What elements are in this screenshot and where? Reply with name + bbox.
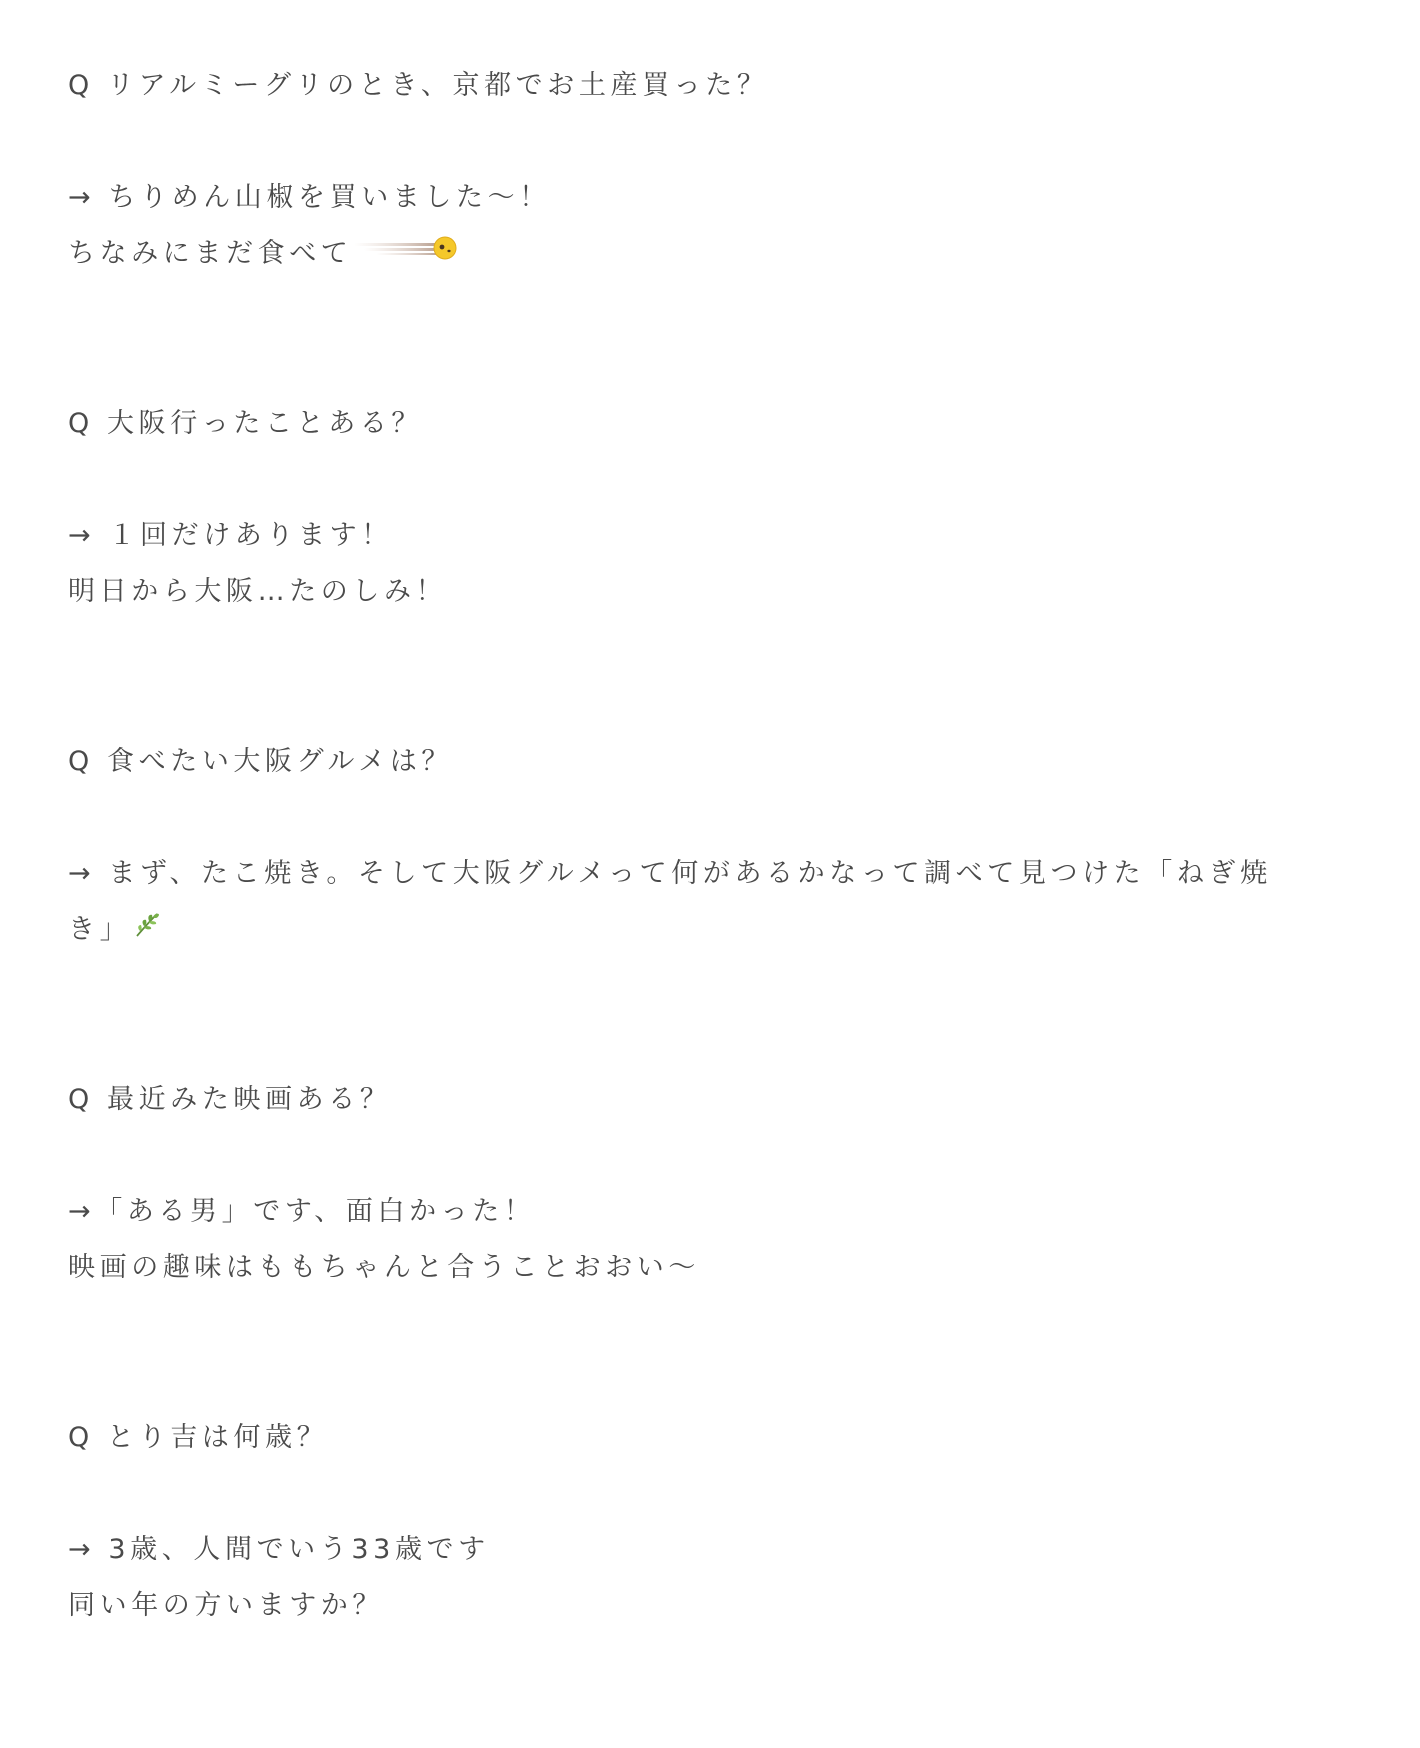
answer-note-text: ちなみにまだ食べて xyxy=(68,238,353,269)
qa-item-souvenir xyxy=(68,58,1368,396)
blank-line xyxy=(68,1466,1368,1522)
blank-line xyxy=(68,114,1368,170)
answer-text: → １回だけあります！ xyxy=(68,520,393,551)
qa-item-osaka-visit xyxy=(68,396,1368,734)
answer-text: → 3歳、人間でいう33歳です xyxy=(68,1534,490,1565)
blog-article-body xyxy=(68,58,1368,1748)
answer-note-line xyxy=(68,902,1368,958)
question-text: Q 最近みた映画ある？ xyxy=(68,1084,392,1115)
qa-item-movie xyxy=(68,1072,1368,1410)
answer-text: → まず、たこ焼き。そして大阪グルメって何があるかなって調べて見つけた「ねぎ焼 xyxy=(68,858,1272,889)
answer-note-text: 同い年の方いますか？ xyxy=(68,1590,384,1621)
herb-icon xyxy=(133,903,161,959)
blank-line xyxy=(68,790,1368,846)
answer-text: → ちりめん山椒を買いました〜！ xyxy=(68,182,551,213)
blank-line xyxy=(68,452,1368,508)
qa-item-torikichi-age xyxy=(68,1410,1368,1748)
answer-note-text: き」 xyxy=(68,914,132,945)
answer-text: →「ある男」です、面白かった！ xyxy=(68,1196,536,1227)
answer-note-text: 明日から大阪…たのしみ！ xyxy=(68,576,448,607)
question-text: Q 大阪行ったことある？ xyxy=(68,408,424,439)
dashing-face-icon xyxy=(354,227,458,283)
answer-note-text: 映画の趣味はももちゃんと合うことおおい〜 xyxy=(68,1252,700,1283)
qa-item-osaka-food xyxy=(68,734,1368,1072)
question-text: Q リアルミーグリのとき、京都でお土産買った？ xyxy=(68,70,769,101)
blank-line xyxy=(68,1128,1368,1184)
answer-note-line xyxy=(68,226,1368,282)
question-text: Q 食べたい大阪グルメは？ xyxy=(68,746,454,777)
question-text: Q とり吉は何歳？ xyxy=(68,1422,329,1453)
